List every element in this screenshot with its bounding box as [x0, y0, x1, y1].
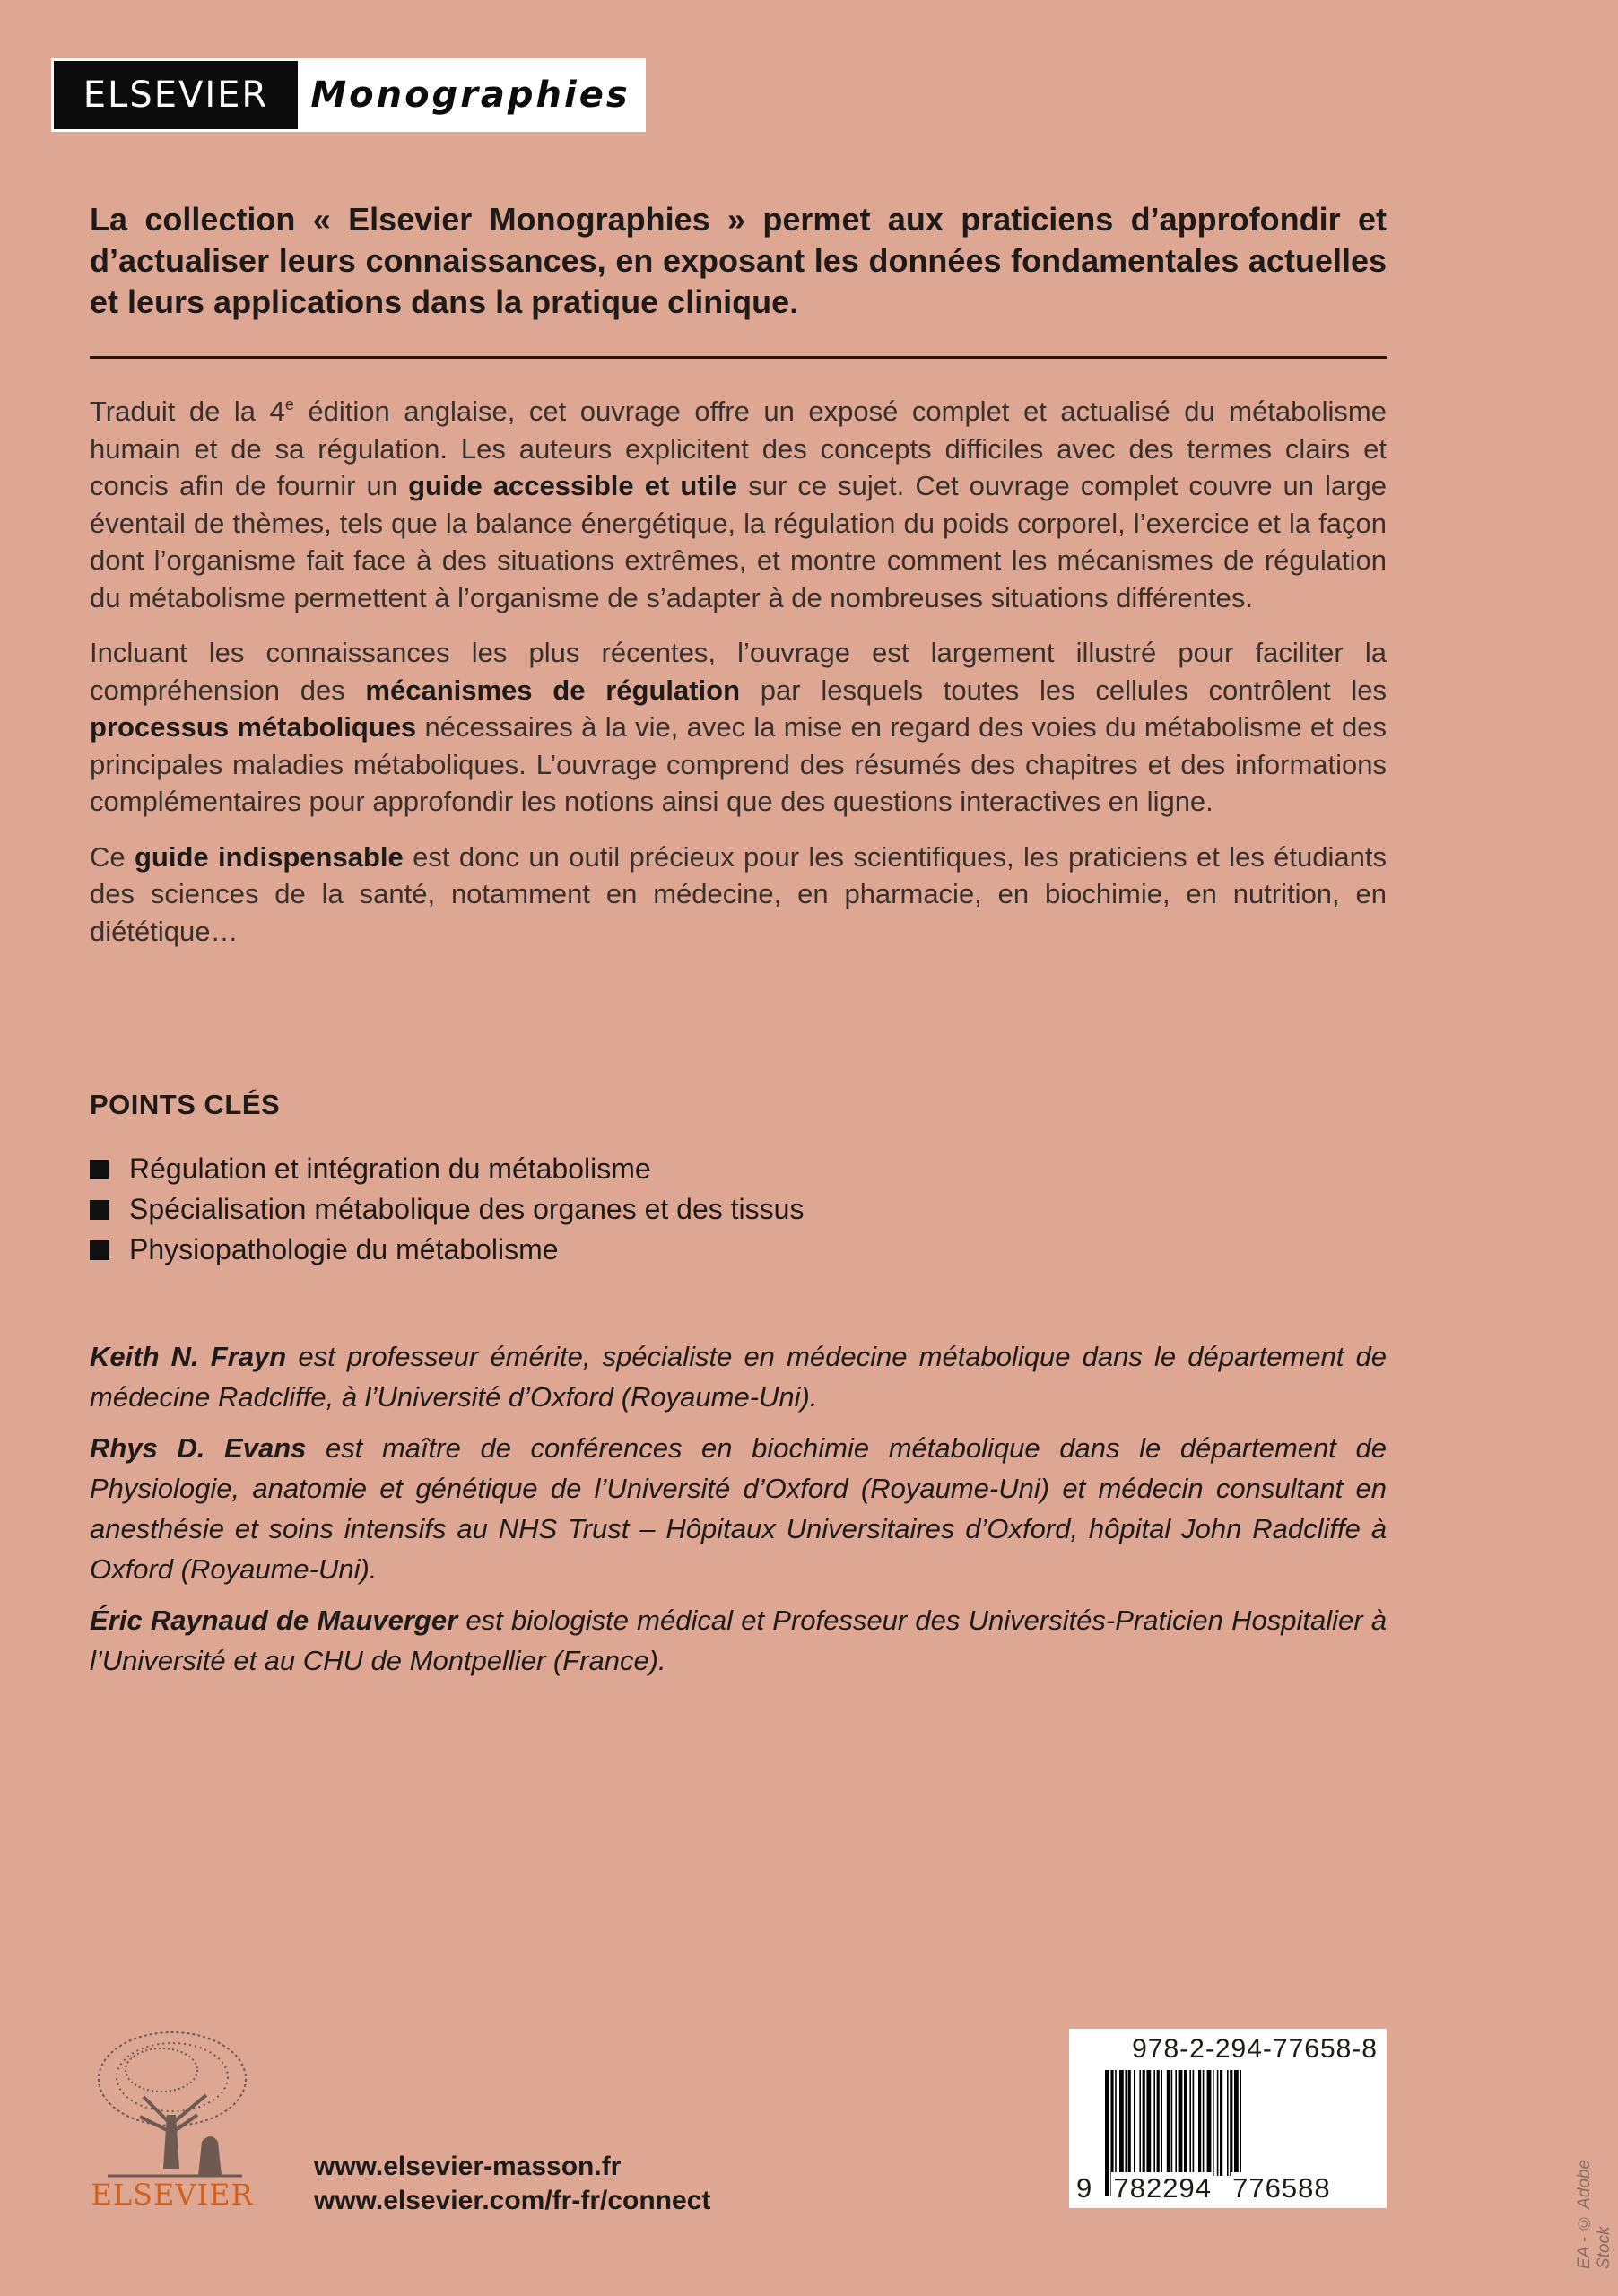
barcode-bar — [1171, 2070, 1173, 2176]
url-link[interactable]: www.elsevier.com/fr-fr/connect — [314, 2186, 711, 2215]
description-paragraph-2: Incluant les connaissances les plus récentes, l’ouvrage est largement illustré pour faciliter la compréhension des mécanismes de régulation par lesquels toutes les cellules contrôlent les processus métaboliques nécessaires à la vie, avec la mise en regard des voies du métabolisme et des principales maladies métaboliques. L’ouvrage comprend des résumés des chapitres et des informations complémentaires pour approfondir les notions ainsi que des questions interactives en ligne. — [90, 637, 1387, 817]
emphasis: guide accessible et utile — [408, 470, 738, 501]
author-name: Keith N. Frayn — [90, 1341, 287, 1372]
collection-badge — [51, 58, 646, 132]
description-paragraph-1: Traduit de la 4e édition anglaise, cet ouvrage offre un exposé complet et actualisé du métabolisme humain et de sa régulation. Les auteurs explicitent des concepts difficiles avec des termes clairs et concis afin de fournir un guide accessible et utile sur ce sujet. Cet ouvrage complet couvre un large éventail de thèmes, tels que la balance énergétique, la régulation du poids corporel, l’exercice et la façon dont l’organisme fait face à des situations extrêmes, et montre comment les mécanismes de régulation du métabolisme permettent à l’organisme de s’adapter à de nombreuses situations différentes. — [90, 396, 1387, 613]
barcode-bar — [1203, 2070, 1205, 2176]
barcode-bar — [1153, 2070, 1155, 2176]
collection-name: Monographies — [298, 61, 643, 129]
key-points-list — [90, 1149, 804, 1270]
barcode-bar — [1167, 2070, 1170, 2176]
emphasis: guide indispensable — [135, 840, 404, 873]
author-bio: Keith N. Frayn est professeur émérite, spécialiste en médecine métabolique dans le département de médecine Radcliffe, à l’Université d’Oxford (Royaume-Uni). — [90, 1341, 1387, 1413]
barcode-bar — [1220, 2070, 1222, 2176]
emphasis: processus métaboliques — [90, 711, 417, 743]
elsevier-logo-wordmark: ELSEVIER — [91, 2178, 254, 2212]
barcode-bar — [1146, 2070, 1151, 2176]
isbn-number: 978-2-294-77658-8 — [1132, 2034, 1378, 2064]
isbn-barcode — [1069, 2029, 1387, 2208]
author-name: Éric Raynaud de Mauverger — [90, 1605, 458, 1636]
url-link[interactable]: www.elsevier-masson.fr — [314, 2152, 622, 2181]
barcode-bar — [1115, 2070, 1117, 2176]
barcode-bar — [1139, 2070, 1141, 2176]
barcode-bar — [1184, 2070, 1187, 2176]
barcode-bar — [1193, 2070, 1195, 2176]
barcode-bar — [1189, 2070, 1191, 2176]
barcode-bar — [1157, 2070, 1160, 2176]
key-point: Régulation et intégration du métabolisme — [90, 1149, 804, 1189]
superscript: e — [284, 396, 294, 413]
barcode-bar — [1230, 2070, 1232, 2176]
barcode-bar — [1125, 2070, 1127, 2176]
barcode-bar — [1213, 2070, 1214, 2176]
collection-intro: La collection « Elsevier Monographies » permet aux praticiens d’approfondir et d’actualiser leurs connaissances, en exposant les données fondamentales actuelles et leurs applications dans la pratique clinique. — [90, 201, 1387, 320]
key-point: Physiopathologie du métabolisme — [90, 1230, 804, 1270]
barcode-bar — [1128, 2070, 1131, 2176]
barcode-bar — [1119, 2070, 1124, 2176]
image-credit: EA - © Adobe Stock — [1575, 2159, 1614, 2269]
barcode-bar — [1134, 2070, 1135, 2176]
barcode-bar — [1198, 2070, 1201, 2176]
barcode-bar — [1207, 2070, 1212, 2176]
publisher-urls — [314, 2150, 710, 2218]
description — [90, 393, 1387, 968]
elsevier-wordmark: ELSEVIER — [54, 61, 298, 129]
key-points-title: POINTS CLÉS — [90, 1089, 281, 1120]
barcode-bar — [1161, 2070, 1162, 2176]
square-bullet-icon — [90, 1240, 109, 1260]
key-point: Spécialisation métabolique des organes et des tissus — [90, 1189, 804, 1230]
emphasis: mécanismes de régulation — [365, 674, 741, 706]
author-bio: Rhys D. Evans est maître de conférences en biochimie métabolique dans le département de Physiologie, anatomie et génétique de l’Université d’Oxford (Royaume-Uni) et médecin consultant en anesthésie et soins intensifs au NHS Trust – Hôpitaux Universitaires d’Oxford, hôpital John Radcliffe à Oxford (Royaume-Uni). — [90, 1432, 1387, 1585]
barcode-bar — [1217, 2070, 1219, 2176]
author-bio: Éric Raynaud de Mauverger est biologiste médical et Professeur des Universités-Praticien Hospitalier à l’Université et au CHU de Montpellier (France). — [90, 1605, 1387, 1676]
divider-rule — [90, 356, 1387, 359]
barcode-digits: 9 782294 776588 — [1076, 2172, 1331, 2204]
author-bios — [90, 1336, 1387, 1692]
square-bullet-icon — [90, 1160, 109, 1179]
description-paragraph-3: Ce guide indispensable est donc un outil précieux pour les scientifiques, les praticiens et les étudiants des sciences de la santé, notamment en médecine, en pharmacie, en biochimie, en nutrition, en diététique… — [90, 840, 1387, 947]
barcode-bar — [1143, 2070, 1145, 2176]
author-name: Rhys D. Evans — [90, 1432, 307, 1464]
square-bullet-icon — [90, 1200, 109, 1220]
barcode-bar — [1227, 2070, 1229, 2176]
